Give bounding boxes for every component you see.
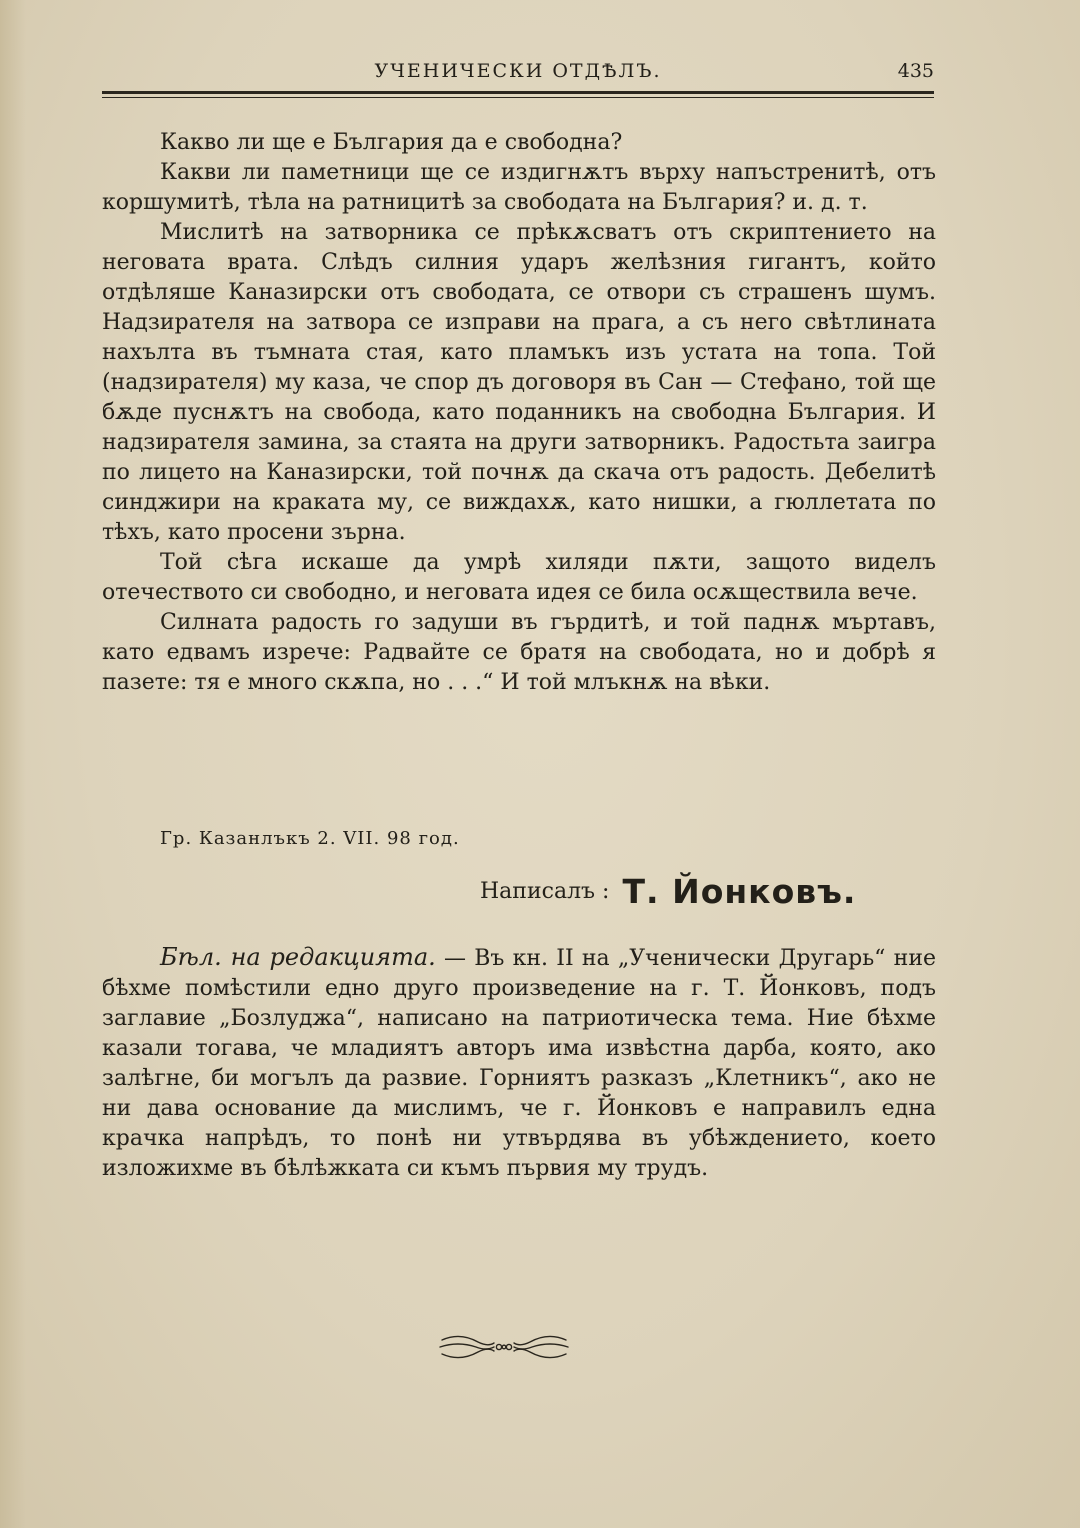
decorative-flourish-icon xyxy=(438,1330,570,1364)
header-rule-thick xyxy=(102,91,934,94)
author-signature xyxy=(480,872,856,911)
editor-note-text: — Въ кн. II на „Ученически Другарь“ ние бѣхме помѣстили едно друго произведение на г. Т. Йонковъ, подъ заглавие „Бозлуджа“, написано на патриотическа тема. Ние бѣхме казали тогава, че младиятъ авторъ има извѣстна дарба, която, ако залѣгне, би могълъ да развие. Горниятъ разказъ „Клетникъ“, ако не ни дава основание да мислимъ, че г. Йонковъ е направилъ една крачка напрѣдъ, то понѣ ни утвърдява въ убѣждението, което изложихме въ бѣлѣжката си къмъ първия му трудъ. xyxy=(102,946,937,1181)
paragraph: Какво ли ще е България да е свободна? xyxy=(160,130,623,155)
page-header xyxy=(102,58,934,88)
paragraph: Какви ли паметници ще се издигнѫтъ върху напъстренитѣ, отъ коршумитѣ, тѣла на ратницитѣ за свободата на България? и. д. т. xyxy=(102,160,936,215)
paragraph: Мислитѣ на затворника се прѣкѫсватъ отъ скриптението на неговата врата. Слѣдъ силния ударъ желѣзния гигантъ, който отдѣляше Каназирски отъ свободата, се отвори съ страшенъ шумъ. Надзирателя на затвора се изправи на прага, а съ него свѣтлината нахълта въ тъмната стая, като пламъкъ изъ устата на топа. Той (надзирателя) му каза, че спор дъ договоря въ Сан — Стефано, той ще бѫде пуснѫтъ на свобода, като поданникъ на свободна България. И надзирателя замина, за стаята на други затворникъ. Радостьта заигра по лицето на Каназирски, той почнѫ да скача отъ радость. Дебелитѣ синджири на краката му, се виждахѫ, като нишки, а гюллетата по тѣхъ, като просени зърна. xyxy=(102,220,936,545)
editor-note xyxy=(102,942,936,1184)
dateline: Гр. Казанлъкъ 2. VII. 98 год. xyxy=(160,828,460,849)
running-title: УЧЕНИЧЕСКИ ОТДѢЛЪ. xyxy=(374,60,662,82)
editor-note-label: Бѣл. на редакцията. xyxy=(160,943,436,971)
paragraph: Той сѣга искаше да умрѣ хиляди пѫти, защото виделъ отечеството си свободно, и неговата идея се била осѫществила вече. xyxy=(102,550,936,605)
story-body xyxy=(102,128,936,698)
page-gutter-shadow xyxy=(0,0,26,1528)
signature-label: Написалъ : xyxy=(480,879,610,904)
author-name: Т. Йонковъ. xyxy=(622,872,857,911)
header-rule-thin xyxy=(102,97,934,98)
editor-note-paragraph xyxy=(102,942,936,1184)
paragraph: Силната радость го задуши въ гърдитѣ, и той паднѫ мъртавъ, като едвамъ изрече: Радвайте се братя на свободата, но и добрѣ я пазете: тя е много скѫпа, но . . .“ И той млъкнѫ на вѣки. xyxy=(102,610,936,695)
page-number: 435 xyxy=(897,60,934,82)
